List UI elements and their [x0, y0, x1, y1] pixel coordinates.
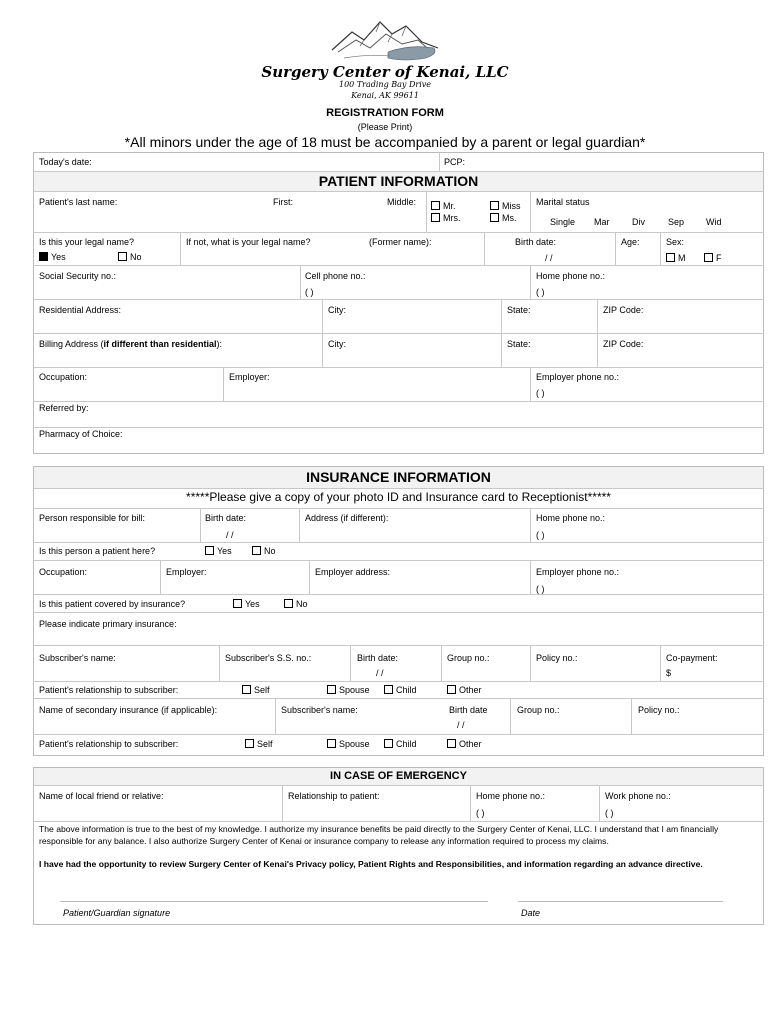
rel2-self-checkbox[interactable]: Self [245, 739, 273, 749]
birth-date-field[interactable]: Birth date: [515, 237, 557, 247]
age-field[interactable]: Age: [621, 237, 640, 247]
patient-info-title: PATIENT INFORMATION [318, 173, 479, 189]
middle-name-field[interactable]: Middle: [387, 197, 417, 207]
pharmacy-field[interactable]: Pharmacy of Choice: [39, 429, 123, 439]
res-zip-field[interactable]: ZIP Code: [603, 305, 644, 315]
resp-employer-phone-paren: ( ) [536, 584, 545, 594]
res-city-field[interactable]: City: [328, 305, 346, 315]
emergency-home-phone-field[interactable]: Home phone no.: [476, 791, 546, 801]
marital-wid-option[interactable]: Wid [706, 217, 722, 227]
sex-label: Sex: [666, 237, 685, 247]
signature-label: Patient/Guardian signature [63, 908, 171, 918]
legal-name-yes-checkbox[interactable]: Yes [39, 252, 66, 262]
cell-phone-field[interactable]: Cell phone no.: [305, 271, 366, 281]
copayment-dollar: $ [666, 668, 672, 678]
cell-phone-paren: ( ) [305, 287, 314, 297]
title-mr-checkbox[interactable]: Mr. [431, 201, 456, 211]
emergency-title: IN CASE OF EMERGENCY [330, 770, 467, 782]
privacy-acknowledgement: I have had the opportunity to review Surgery Center of Kenai's Privacy policy, Patient Rights and Responsibilities, and information regarding an advance directive. [39, 859, 703, 869]
emergency-work-phone-paren: ( ) [605, 808, 614, 818]
patient-here-no-checkbox[interactable]: No [252, 546, 276, 556]
secondary-policy-field[interactable]: Policy no.: [638, 705, 680, 715]
id-card-notice: *****Please give a copy of your photo ID and Insurance card to Receptionist***** [186, 490, 611, 504]
rel1-self-checkbox[interactable]: Self [242, 685, 270, 695]
title-mrs-checkbox[interactable]: Mrs. [431, 213, 461, 223]
referred-by-field[interactable]: Referred by: [39, 403, 89, 413]
primary-group-field[interactable]: Group no.: [447, 653, 490, 663]
covered-question: Is this patient covered by insurance? [39, 599, 186, 609]
former-name-field[interactable]: (Former name): [369, 237, 432, 247]
rel2-child-checkbox[interactable]: Child [384, 739, 417, 749]
legal-name-field[interactable]: If not, what is your legal name? [186, 237, 311, 247]
rel2-spouse-checkbox[interactable]: Spouse [327, 739, 370, 749]
primary-insurance-field[interactable]: Please indicate primary insurance: [39, 619, 177, 629]
secondary-subscriber-field[interactable]: Subscriber's name: [281, 705, 358, 715]
resp-address-field[interactable]: Address (if different): [305, 513, 389, 523]
mountains-logo [330, 18, 442, 64]
patient-here-yes-checkbox[interactable]: Yes [205, 546, 232, 556]
resp-employer-phone-field[interactable]: Employer phone no.: [536, 567, 620, 577]
rel2-other-checkbox[interactable]: Other [447, 739, 482, 749]
resp-home-phone-paren: ( ) [536, 530, 545, 540]
employer-phone-field[interactable]: Employer phone no.: [536, 372, 620, 382]
emergency-home-phone-paren: ( ) [476, 808, 485, 818]
resp-employer-address-field[interactable]: Employer address: [315, 567, 391, 577]
secondary-birth-date-field[interactable]: Birth date [449, 705, 488, 715]
legal-name-no-checkbox[interactable]: No [118, 252, 142, 262]
clinic-address-line1: 100 Trading Bay Drive [339, 80, 431, 89]
bill-city-field[interactable]: City: [328, 339, 346, 349]
responsible-party-field[interactable]: Person responsible for bill: [39, 513, 146, 523]
resp-occupation-field[interactable]: Occupation: [39, 567, 88, 577]
employer-field[interactable]: Employer: [229, 372, 270, 382]
sex-m-checkbox[interactable]: M [666, 253, 686, 263]
patient-here-question: Is this person a patient here? [39, 546, 156, 556]
res-state-field[interactable]: State: [507, 305, 531, 315]
rel1-spouse-checkbox[interactable]: Spouse [327, 685, 370, 695]
emergency-contact-name-field[interactable]: Name of local friend or relative: [39, 791, 164, 801]
sex-f-checkbox[interactable]: F [704, 253, 722, 263]
clinic-address-line2: Kenai, AK 99611 [351, 91, 419, 100]
print-note: (Please Print) [357, 122, 413, 132]
subscriber-birth-date-slashes: / / [376, 668, 384, 678]
clinic-name: Surgery Center of Kenai, LLC [261, 63, 509, 81]
employer-phone-paren: ( ) [536, 388, 545, 398]
covered-no-checkbox[interactable]: No [284, 599, 308, 609]
marital-status-label: Marital status [536, 197, 590, 207]
marital-div-option[interactable]: Div [632, 217, 645, 227]
last-name-field[interactable]: Patient's last name: [39, 197, 118, 207]
marital-single-option[interactable]: Single [550, 217, 576, 227]
billing-address-field[interactable]: Billing Address (if different than residential): [39, 339, 223, 349]
marital-sep-option[interactable]: Sep [668, 217, 685, 227]
emergency-relationship-field[interactable]: Relationship to patient: [288, 791, 380, 801]
resp-employer-field[interactable]: Employer: [166, 567, 207, 577]
resp-birth-date-field[interactable]: Birth date: [205, 513, 247, 523]
ssn-field[interactable]: Social Security no.: [39, 271, 117, 281]
secondary-group-field[interactable]: Group no.: [517, 705, 560, 715]
covered-yes-checkbox[interactable]: Yes [233, 599, 260, 609]
resp-home-phone-field[interactable]: Home phone no.: [536, 513, 606, 523]
subscriber-birth-date-field[interactable]: Birth date: [357, 653, 399, 663]
title-miss-checkbox[interactable]: Miss [490, 201, 521, 211]
pcp-field[interactable]: PCP: [444, 157, 466, 167]
rel1-other-checkbox[interactable]: Other [447, 685, 482, 695]
signature-line[interactable] [60, 901, 488, 902]
secondary-insurance-field[interactable]: Name of secondary insurance (if applicable): [39, 705, 218, 715]
copayment-field[interactable]: Co-payment: [666, 653, 718, 663]
date-label: Date [521, 908, 541, 918]
resp-birth-date-slashes: / / [226, 530, 234, 540]
primary-policy-field[interactable]: Policy no.: [536, 653, 578, 663]
bill-state-field[interactable]: State: [507, 339, 531, 349]
relationship-secondary-label: Patient's relationship to subscriber: [39, 739, 179, 749]
secondary-birth-date-slashes: / / [457, 720, 465, 730]
todays-date-field[interactable]: Today's date: [39, 157, 92, 167]
title-ms-checkbox[interactable]: Ms. [490, 213, 517, 223]
occupation-field[interactable]: Occupation: [39, 372, 88, 382]
relationship-primary-label: Patient's relationship to subscriber: [39, 685, 179, 695]
first-name-field[interactable]: First: [273, 197, 293, 207]
date-line[interactable] [518, 901, 723, 902]
rel1-child-checkbox[interactable]: Child [384, 685, 417, 695]
minors-notice: *All minors under the age of 18 must be accompanied by a parent or legal guardian* [124, 134, 646, 150]
marital-mar-option[interactable]: Mar [594, 217, 610, 227]
home-phone-paren: ( ) [536, 287, 545, 297]
form-title: REGISTRATION FORM [326, 107, 444, 119]
bill-zip-field[interactable]: ZIP Code: [603, 339, 644, 349]
authorization-statement: The above information is true to the best of my knowledge. I authorize my insurance benefits be paid directly to the Surgery Center of Kenai, LLC. I understand that I am financially responsible for any balance. I also authorize Surgery Center of Kenai or insurance company to release any information required to process my claims. [39, 824, 719, 846]
legal-name-question: Is this your legal name? [39, 237, 135, 247]
insurance-info-title: INSURANCE INFORMATION [306, 469, 491, 485]
subscriber-name-field[interactable]: Subscriber's name: [39, 653, 116, 663]
emergency-work-phone-field[interactable]: Work phone no.: [605, 791, 671, 801]
birth-date-slashes: / / [545, 253, 553, 263]
subscriber-ssn-field[interactable]: Subscriber's S.S. no.: [225, 653, 312, 663]
residential-address-field[interactable]: Residential Address: [39, 305, 122, 315]
home-phone-field[interactable]: Home phone no.: [536, 271, 606, 281]
